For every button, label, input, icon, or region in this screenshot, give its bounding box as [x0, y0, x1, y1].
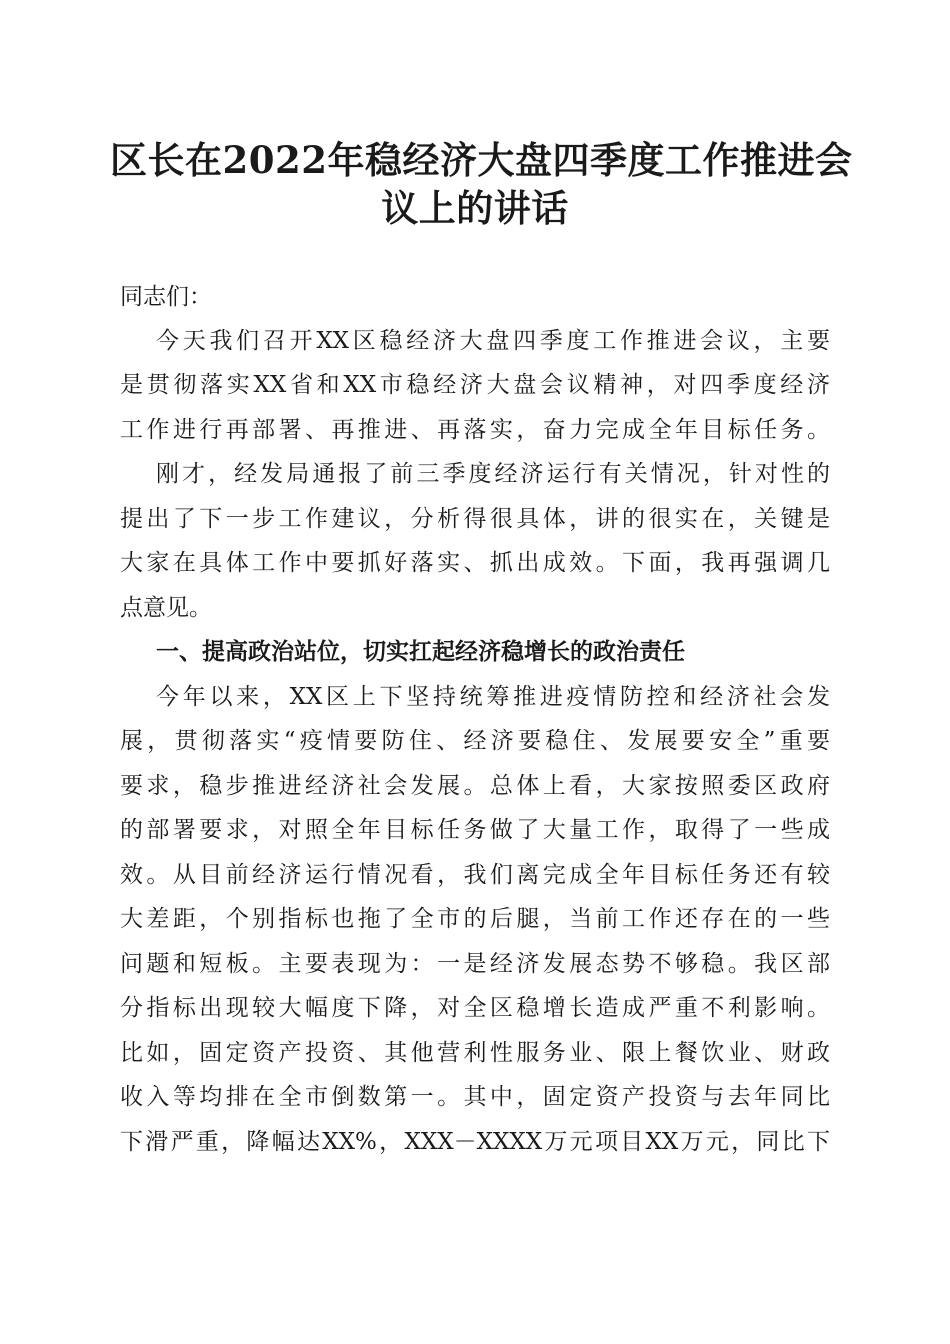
- body-line: 大差距，个别指标也拖了全市的后腿，当前工作还存在的一些: [120, 906, 830, 932]
- body-line: 要求，稳步推进经济社会发展。总体上看，大家按照委区政府: [120, 773, 830, 799]
- body-line: 工作进行再部署、再推进、再落实，奋力完成全年目标任务。: [120, 417, 830, 443]
- body-line: 问题和短板。主要表现为：一是经济发展态势不够稳。我区部: [120, 951, 830, 977]
- document-title-line-1: 区长在2022年稳经济大盘四季度工作推进会: [110, 138, 853, 182]
- body-line: 效。从目前经济运行情况看，我们离完成全年目标任务还有较: [120, 862, 830, 888]
- body-line: 是贯彻落实XX省和XX市稳经济大盘会议精神，对四季度经济: [120, 372, 830, 398]
- body-line: 分指标出现较大幅度下降，对全区稳增长造成严重不利影响。: [120, 995, 830, 1021]
- body-line: 刚才，经发局通报了前三季度经济运行有关情况，针对性的: [156, 461, 830, 487]
- body-line: 点意见。: [120, 595, 212, 621]
- body-line: 比如，固定资产投资、其他营利性服务业、限上餐饮业、财政: [120, 1040, 830, 1066]
- body-line: 今天我们召开XX区稳经济大盘四季度工作推进会议，主要: [156, 328, 830, 354]
- body-line: 下滑严重，降幅达XX%，XXX－XXXX万元项目XX万元，同比下: [120, 1129, 830, 1155]
- salutation: 同志们：: [120, 284, 212, 310]
- body-line: 今年以来，XX区上下坚持统筹推进疫情防控和经济社会发: [156, 684, 830, 710]
- section-heading: 一、提高政治站位，切实扛起经济稳增长的政治责任: [156, 639, 685, 665]
- body-line: 的部署要求，对照全年目标任务做了大量工作，取得了一些成: [120, 817, 830, 843]
- body-line: 大家在具体工作中要抓好落实、抓出成效。下面，我再强调几: [120, 550, 830, 576]
- body-line: 提出了下一步工作建议，分析得很具体，讲的很实在，关键是: [120, 506, 830, 532]
- body-line: 展，贯彻落实“疫情要防住、经济要稳住、发展要安全”重要: [120, 728, 830, 754]
- body-line: 收入等均排在全市倒数第一。其中，固定资产投资与去年同比: [120, 1084, 830, 1110]
- document-title-line-2: 议上的讲话: [381, 186, 569, 230]
